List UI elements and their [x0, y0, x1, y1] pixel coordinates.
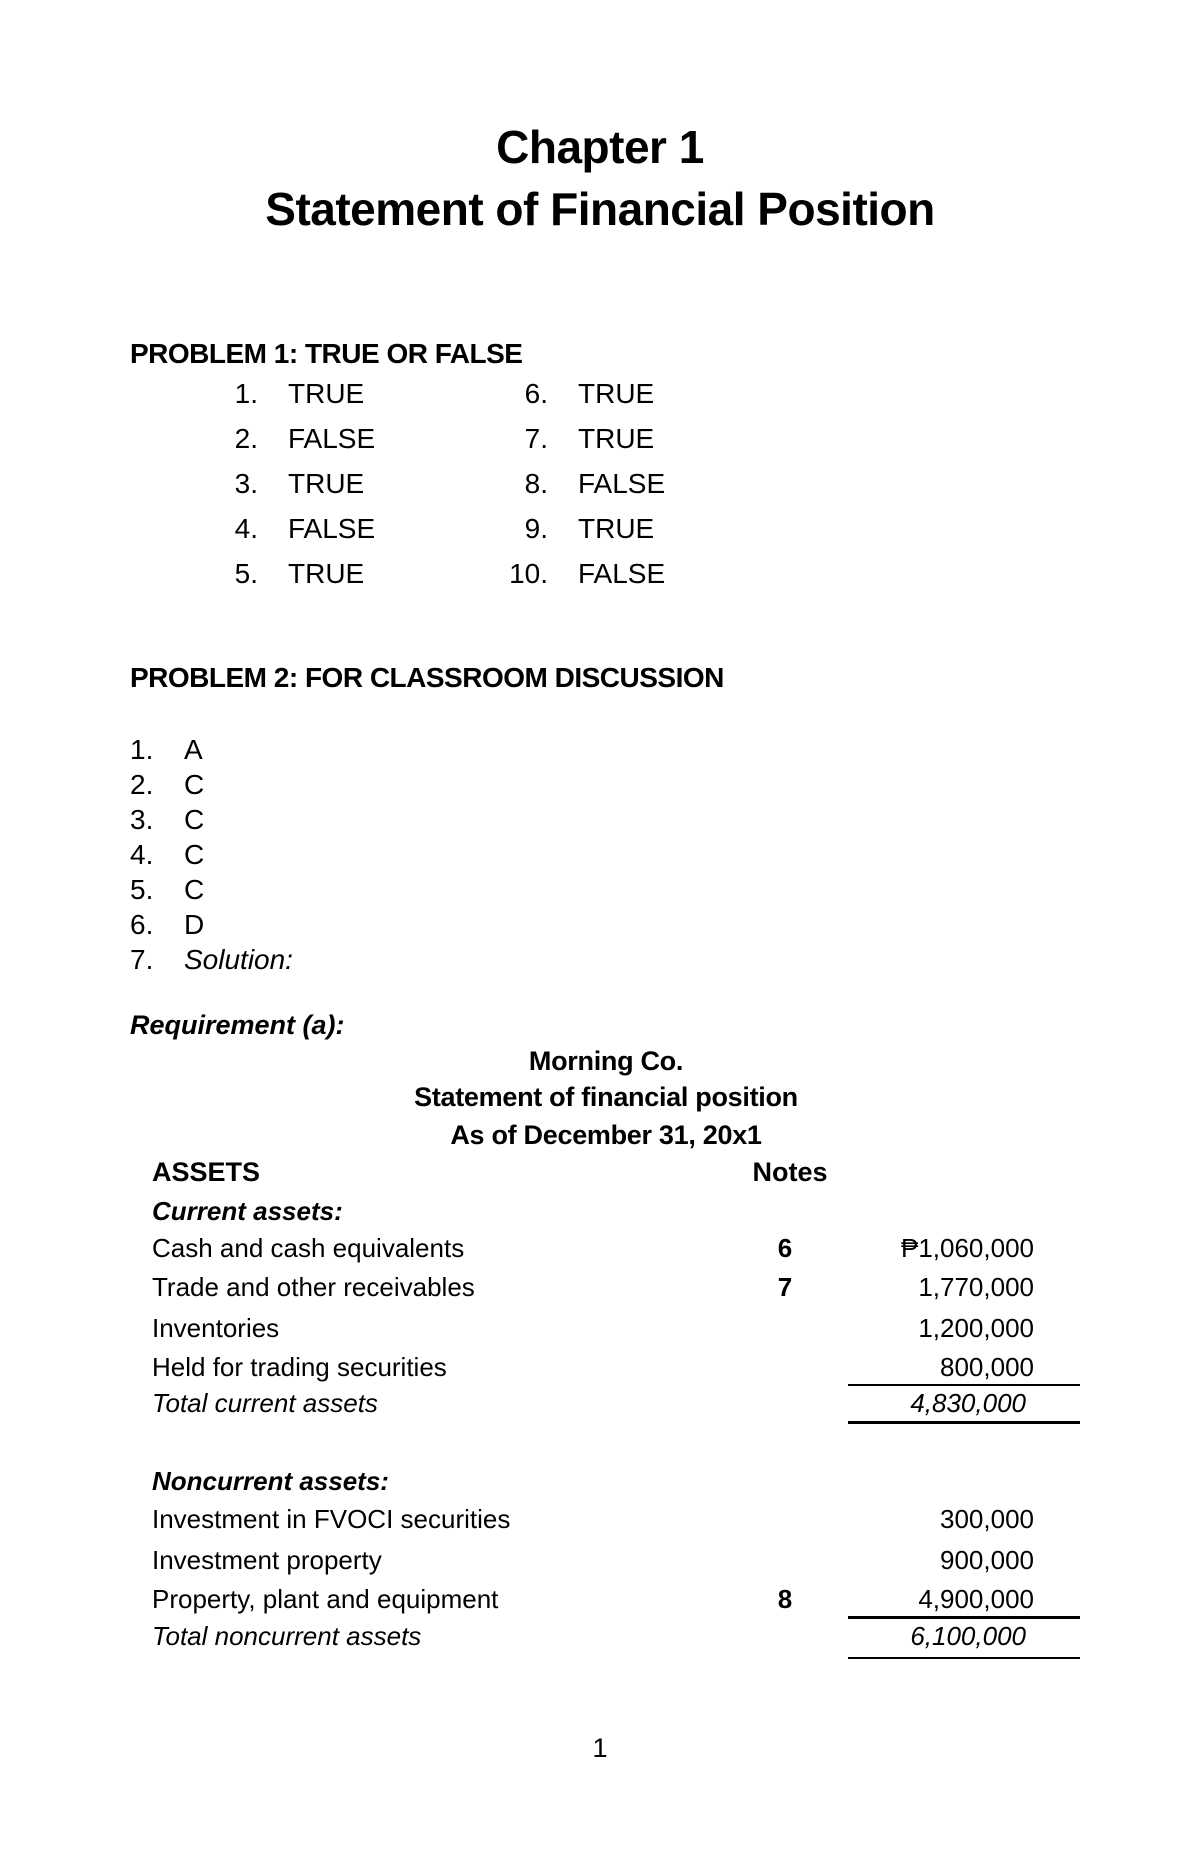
requirement-label: Requirement (a):: [130, 1010, 345, 1040]
statement-date: As of December 31, 20x1: [450, 1120, 762, 1150]
subtotal-rule: [848, 1384, 1080, 1386]
table-row: Inventories 1,200,000: [152, 1313, 1034, 1343]
total-rule: [848, 1657, 1080, 1659]
total-row: Total current assets 4,830,000: [152, 1388, 1026, 1418]
subtotal-rule: [848, 1616, 1080, 1619]
total-rule: [848, 1421, 1080, 1424]
problem1-heading: PROBLEM 1: TRUE OR FALSE: [130, 338, 523, 369]
section-header: Noncurrent assets:: [152, 1466, 389, 1496]
table-header-row: [0, 1157, 1200, 1195]
company-name: Morning Co.: [528, 1046, 684, 1076]
chapter-subtitle: Statement of Financial Position: [265, 183, 935, 235]
statement-title: Statement of financial position: [414, 1082, 798, 1112]
page-number: 1: [592, 1733, 608, 1763]
total-row: Total noncurrent assets 6,100,000: [152, 1621, 1026, 1651]
table-row: Investment in FVOCI securities 300,000: [152, 1504, 1034, 1534]
document-page: Chapter 1 Statement of Financial Position PROBLEM 1: TRUE OR FALSE 1. TRUE 2. FALSE 3. TRUE 4. FALSE 5. TRUE 6. TRUE 7. TRUE 8. FALSE 9. TRUE 10. FALSE PROBLEM 2: FOR CLASSROOM DISCUSSION 1. A 2. C 3. C 4. C 5. C 6. D 7. Solution: Requirement (a): Morning Co. Statement of financial position As of December 31, 20x1 ASSETS Notes Current assets: Cash and cash equivalents 6 ₱1,060,000 Trade and other receivables 7 1,770,000 Inventories 1,200,000 Held for trading securities 800,000 Total current assets 4,830,000 Noncurrent assets: Investment in FVOCI securities 300,000 Investment property 900,000 Property, plant and equipment 8 4,900,000 Total noncurrent assets 6,100,000 1: [0, 0, 1200, 1855]
table-row: Investment property 900,000: [152, 1545, 1034, 1575]
table-row: Property, plant and equipment 8 4,900,000: [152, 1584, 1034, 1614]
table-row: Held for trading securities 800,000: [152, 1352, 1034, 1382]
chapter-title: Chapter 1: [496, 121, 704, 173]
assets-header: ASSETS: [152, 1157, 261, 1187]
problem2-heading: PROBLEM 2: FOR CLASSROOM DISCUSSION: [130, 662, 724, 693]
notes-header: Notes: [752, 1157, 828, 1187]
section-header: Current assets:: [152, 1196, 343, 1226]
table-row: Trade and other receivables 7 1,770,000: [152, 1272, 1034, 1302]
table-row: Cash and cash equivalents 6 ₱1,060,000: [152, 1233, 1034, 1263]
